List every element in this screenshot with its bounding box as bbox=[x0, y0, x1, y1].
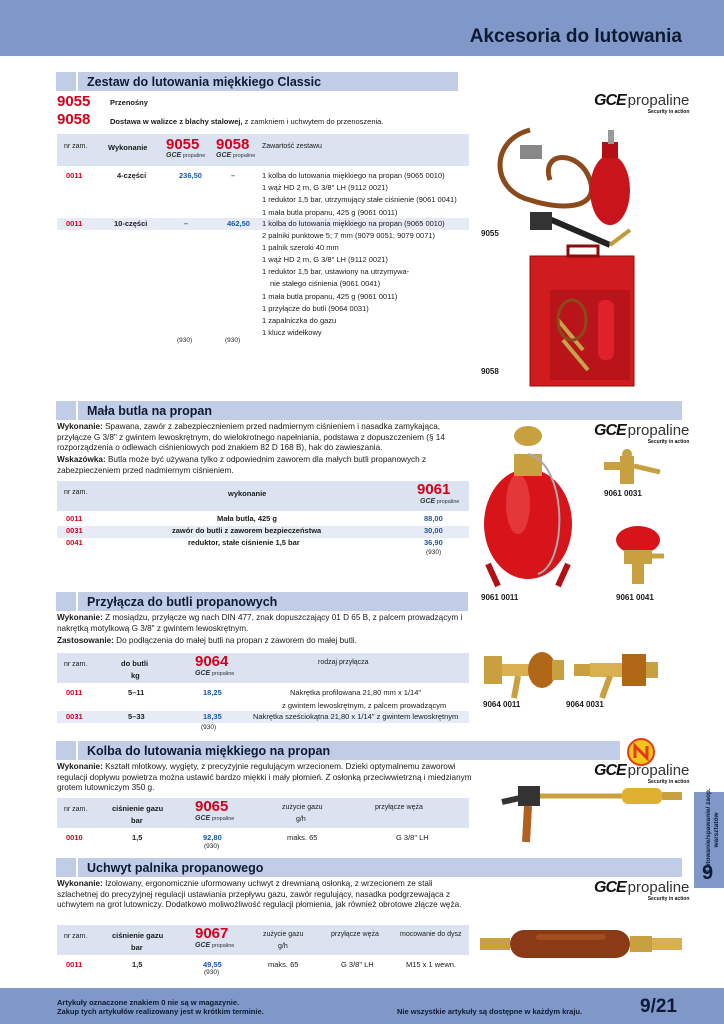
section-title: Przyłącza do butli propanowych bbox=[87, 595, 278, 609]
col-header: mocowanie do dysz bbox=[400, 931, 462, 938]
footnote: (930) bbox=[225, 337, 241, 344]
gas-pressure: 1,5 bbox=[132, 960, 143, 969]
gce-propaline-logo: GCE propaline bbox=[195, 815, 235, 822]
bottle-valve-image bbox=[600, 448, 670, 488]
variant: 4-części bbox=[117, 171, 147, 180]
table-row: 0031 zawór do butli z zaworem bezpieczeństwa 30,00 bbox=[57, 526, 469, 538]
price: 18,25 bbox=[203, 688, 222, 697]
table-header bbox=[57, 925, 469, 955]
col-header-code: 9064 bbox=[195, 653, 229, 670]
col-header: nr zam. bbox=[64, 489, 88, 496]
product-desc: Dostawa w walizce z blachy stalowej, z zamkniem i uchwytem do przenoszenia. bbox=[110, 117, 384, 126]
col-header: przyłącze węża bbox=[331, 931, 379, 938]
bottle-table bbox=[57, 514, 469, 550]
order-number: 0011 bbox=[66, 688, 83, 697]
order-number: 0010 bbox=[66, 833, 83, 842]
chapter-tab bbox=[694, 788, 724, 888]
image-caption: 9064 0011 bbox=[483, 700, 521, 709]
gce-propaline-logo: GCE propaline bbox=[195, 942, 235, 949]
propane-bottle-image bbox=[478, 424, 590, 589]
footnote: (930) bbox=[204, 969, 220, 976]
table-row: 0041 reduktor, stałe ciśnienie 1,5 bar 36,90 bbox=[66, 538, 443, 547]
footnote: (930) bbox=[204, 843, 220, 850]
section-header-handle bbox=[78, 858, 682, 877]
order-number: 0011 bbox=[66, 171, 83, 180]
gce-propaline-logo: GCE propaline Security in action bbox=[594, 879, 690, 902]
soldering-iron-image bbox=[492, 778, 687, 846]
description: Wykonanie: Spawana, zawór z zabezpiecznieniem przed nadmiernym ciśnieniem i nasadka zamykająca, przyłącze G 3/8" z gwintem lewoskrętnym, do wielokrotnego napełniania, podstawa z dopuszczeniem (§ 14 rozporządzenia o odlewach ciśnieniowych pod znakiem 82 D 168 B), hak do zawieszania. bbox=[57, 422, 445, 452]
col-header: nr zam. bbox=[64, 143, 88, 150]
chapter-number: 9 bbox=[702, 862, 714, 884]
section-title: Mała butla na propan bbox=[87, 404, 213, 418]
col-header: do butli bbox=[121, 659, 149, 668]
image-caption: 9061 0031 bbox=[604, 489, 642, 498]
connector-9064-0011-image bbox=[482, 636, 568, 702]
col-header: przyłącze węża bbox=[375, 804, 423, 811]
section-tab bbox=[56, 858, 76, 877]
table-header bbox=[57, 653, 469, 683]
section-title: Uchwyt palnika propanowego bbox=[87, 861, 264, 875]
col-header-code: 9058 bbox=[216, 136, 250, 153]
col-header: ciśnienie gazu bbox=[112, 804, 164, 813]
price: 92,80 bbox=[203, 833, 222, 842]
order-number: 0011 bbox=[66, 219, 83, 228]
hose-connection: G 3/8" LH bbox=[396, 833, 429, 842]
gce-propaline-logo: GCE propaline bbox=[216, 152, 256, 159]
product-code: 9058 bbox=[57, 111, 91, 128]
connection-type: z gwintem lewoskrętnym, z palcem prowadzącym bbox=[282, 701, 447, 710]
col-header: nr zam. bbox=[64, 806, 88, 813]
product-code: 9055 bbox=[57, 93, 91, 110]
section-header-bottle bbox=[78, 401, 682, 420]
section-header-connectors bbox=[78, 592, 468, 611]
section-header-classic bbox=[78, 72, 458, 91]
col-header: g/h bbox=[296, 816, 306, 823]
section-tab bbox=[56, 72, 76, 91]
price: 236,50 bbox=[179, 171, 202, 180]
footnote: (930) bbox=[426, 549, 442, 556]
price: 462,50 bbox=[227, 219, 250, 228]
image-caption: 9058 bbox=[481, 367, 499, 376]
section-tab bbox=[56, 592, 76, 611]
col-header: wykonanie bbox=[228, 489, 267, 498]
page-number: 9/21 bbox=[640, 996, 677, 1017]
gas-consumption: maks. 65 bbox=[268, 960, 299, 969]
gce-propaline-logo: GCE propaline Security in action bbox=[594, 762, 690, 785]
image-caption: 9064 0031 bbox=[566, 700, 604, 709]
col-header-code: 9055 bbox=[166, 136, 200, 153]
footer-note: Artykuły oznaczone znakiem 0 nie są w magazynie. bbox=[57, 998, 240, 1007]
price: – bbox=[184, 219, 189, 228]
usage: Zastosowanie: Do podłączenia do małej butli na propan z zaworem do małej butli. bbox=[57, 636, 357, 645]
section-header-iron bbox=[78, 741, 620, 760]
footnote: (930) bbox=[177, 337, 193, 344]
pressure-reducer-image bbox=[608, 524, 670, 592]
note: Wskazówka: Butla może być używana tylko z odpowiednim zaworem dla małych butli propanowych z zabezpieczeniem przed nadmiernym ciśnieniem. bbox=[57, 455, 427, 475]
section-title: Kolba do lutowania miękkiego na propan bbox=[87, 744, 331, 758]
col-header: zużycie gazu bbox=[282, 804, 323, 811]
section-tab bbox=[56, 401, 76, 420]
set-contents: 1 kolba do lutowania miękkiego na propan (9065 0010) 2 palniki punktowe 5; 7 mm (9079 0051; 9079 0071) 1 palnik szeroki 40 mm 1 wąż HD 2 m, G 3/8" LH (9112 0021) 1 reduktor 1,5 bar, ustawiony na utrzymywa- nie stałego ciśnienia (9061 0041) 1 mała butla propanu, 425 g (9061 0011) 1 przyłącze do butli (9064 0031) 1 zapalniczka do gazu 1 klucz widełkowy bbox=[262, 219, 445, 337]
connection-type: Nakrętka profilowana 21,80 mm x 1/14" bbox=[290, 688, 422, 697]
col-header: bar bbox=[131, 943, 143, 952]
gce-propaline-logo: GCE propaline Security in action bbox=[594, 92, 690, 115]
variant: 10-części bbox=[114, 219, 148, 228]
col-header: Wykonanie bbox=[108, 143, 148, 152]
image-caption: 9055 bbox=[481, 229, 499, 238]
gas-pressure: 1,5 bbox=[132, 833, 143, 842]
image-caption: 9061 0011 bbox=[481, 593, 519, 602]
description: Wykonanie: Izolowany, ergonomicznie uformowany uchwyt z drewnianą osłonką, z wrzecionem ze stali szlachetnej do precyzyjnej regulacji ustawiania przepływu gazu, zawór regulujący, nasadka podgrzewająca z uchwytem na grot lutowniczy. Dodatkowo moliwożliwość regulacji płomienia, jak również obrotowe złącze węża. bbox=[57, 879, 462, 909]
col-header: bar bbox=[131, 816, 143, 825]
section-tab bbox=[56, 741, 76, 760]
chapter-label: Lutowanie/spawanie/ zaop. warsztatów bbox=[705, 788, 720, 872]
col-header: ciśnienie gazu bbox=[112, 931, 164, 940]
soldering-kit-9055-image bbox=[490, 120, 690, 255]
table-header bbox=[57, 798, 469, 828]
footer-note: Zakup tych artykułów realizowany jest w krótkim terminie. bbox=[57, 1007, 264, 1016]
table-row: 0011 Mała butla, 425 g 88,00 bbox=[66, 514, 443, 523]
description: Wykonanie: Z mosiądzu, przyłącze wg nach DIN 477, znak dopuszczający 01 D 65 B, z palcem prowadzącym i nakrętką motylkową G 3/8" z gwintem lewoskrętnym. bbox=[57, 613, 463, 633]
footnote: (930) bbox=[201, 724, 217, 731]
product-desc: Przenośny bbox=[110, 98, 148, 107]
connection-type: Nakrętka sześciokątna 21,80 x 1/14" z gwintem lewoskrętnym bbox=[253, 712, 459, 721]
col-header: kg bbox=[131, 671, 140, 680]
section-title: Zestaw do lutowania miękkiego Classic bbox=[87, 75, 322, 89]
col-header-code: 9065 bbox=[195, 798, 229, 815]
col-header: rodzaj przyłącza bbox=[318, 659, 369, 666]
description: Wykonanie: Kształt młotkowy, wygięty, z precyzyjnie regulującym wrzecionem. Dzieki optymalnemu zaworowi regulacji dopływu powietrza można ustawić bardzo miękki i mały płomień. Z osłonką przeciwwietrzną i miedzianym grotem lutowniczym 350 g. bbox=[57, 762, 472, 792]
gce-propaline-logo: GCE propaline bbox=[420, 498, 460, 505]
col-header: zużycie gazu bbox=[263, 931, 304, 938]
image-caption: 9061 0041 bbox=[616, 593, 654, 602]
gce-propaline-logo: GCE propaline bbox=[166, 152, 206, 159]
gce-propaline-logo: GCE propaline Security in action bbox=[594, 422, 690, 445]
price: – bbox=[231, 171, 236, 180]
bottle-size: 5–33 bbox=[128, 712, 145, 721]
col-header: g/h bbox=[278, 943, 288, 950]
col-header-code: 9067 bbox=[195, 925, 229, 942]
page-title: Akcesoria do lutowania bbox=[469, 26, 682, 47]
bottle-size: 5–11 bbox=[128, 688, 145, 697]
gce-propaline-logo: GCE propaline bbox=[195, 670, 235, 677]
footer-availability: Nie wszystkie artykuły są dostępne w każdym kraju. bbox=[397, 1007, 583, 1016]
set-contents: 1 kolba do lutowania miękkiego na propan (9065 0010) 1 wąż HD 2 m, G 3/8" LH (9112 0021) 1 reduktor 1,5 bar, utrzymujący stałe ciśnienie (9061 0041) 1 mała butla propanu, 425 g (9061 0011) bbox=[262, 171, 457, 217]
soldering-case-9058-image bbox=[528, 240, 638, 388]
top-banner bbox=[0, 0, 724, 56]
col-header-code: 9061 bbox=[417, 481, 451, 498]
burner-handle-image bbox=[476, 912, 688, 976]
price: 18,35 bbox=[203, 712, 222, 721]
col-header: nr zam. bbox=[64, 933, 88, 940]
nozzle-mount: M15 x 1 wewn. bbox=[406, 960, 457, 969]
price: 49,55 bbox=[203, 960, 222, 969]
order-number: 0031 bbox=[66, 712, 83, 721]
footer bbox=[0, 988, 724, 1024]
hose-connection: G 3/8" LH bbox=[341, 960, 374, 969]
col-header: Zawartość zestawu bbox=[262, 143, 322, 150]
col-header: nr zam. bbox=[64, 661, 88, 668]
order-number: 0011 bbox=[66, 960, 83, 969]
connector-9064-0031-image bbox=[572, 636, 662, 702]
gas-consumption: maks. 65 bbox=[287, 833, 318, 842]
